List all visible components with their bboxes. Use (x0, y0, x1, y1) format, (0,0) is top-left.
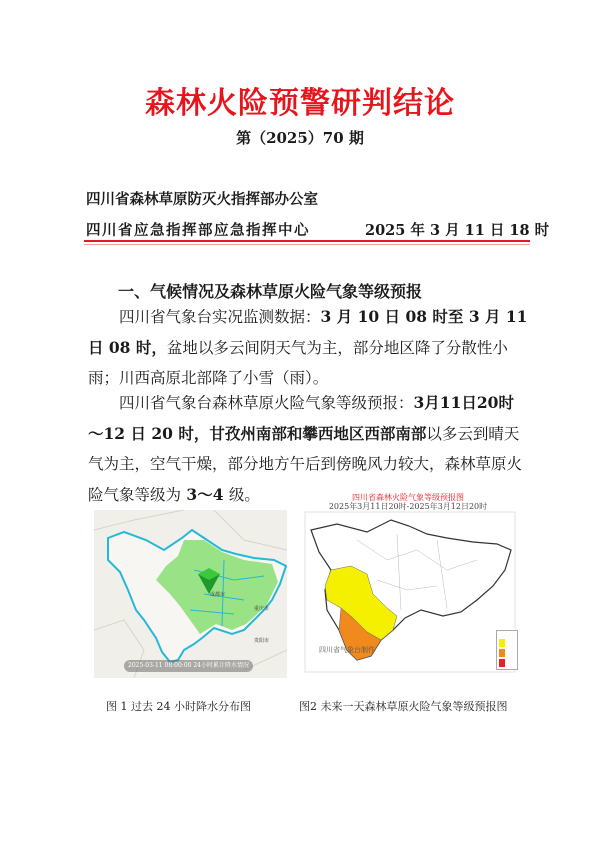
para2-end: 级。 (228, 485, 260, 504)
section-heading: 一、气候情况及森林草原火险气象等级预报 (118, 282, 423, 301)
issuing-office: 四川省森林草原防灭火指挥部办公室 (86, 191, 318, 208)
issue-date: 2025 年 3 月 11 日 18 时 (365, 222, 550, 239)
figure-1-caption: 图 1 过去 24 小时降水分布图 (106, 700, 251, 713)
fire-map-title: 四川省森林火险气象等级预报图 (352, 493, 464, 502)
fire-map-subtitle: 2025年3月11日20时-2025年3月12日20时 (328, 502, 488, 511)
fire-risk-map (297, 490, 519, 680)
paragraph-observation (88, 302, 528, 394)
fire-map-legend (496, 630, 518, 670)
svg-text:成都市: 成都市 (210, 592, 226, 598)
document-title: 森林火险预警研判结论 (145, 86, 455, 121)
header-divider-shadow (84, 244, 530, 245)
svg-text:贵阳市: 贵阳市 (254, 638, 270, 644)
legend-level3-swatch (499, 639, 505, 647)
issue-number: 第（2025）70 期 (236, 129, 364, 147)
fire-map-watermark: 四川省气象台制作 (319, 646, 375, 654)
header-divider (84, 240, 530, 242)
para1-rest: 盆地以多云间阴天气为主，部分地区降了分散性小雨；川西高原北部降了小雪（雨）。 (88, 338, 508, 387)
para2-mid: 以多云到晴天气为主，空气干燥，部分地方午后到傍晚风力较大，森林草原火险气象等级为 (88, 424, 523, 504)
para1-lead: 四川省气象台实况监测数据： (119, 308, 321, 326)
para2-time-region: 3月11日20时～12 日 20 时，甘孜州南部和攀西地区西部南部 (88, 393, 514, 443)
para2-lead: 四川省气象台森林草原火险气象等级预报： (119, 394, 414, 412)
figure-2-caption: 图2 未来一天森林草原火险气象等级预报图 (299, 700, 508, 713)
legend-level4-swatch (499, 649, 505, 657)
para2-level: 3～4 (181, 484, 229, 504)
svg-text:重庆市: 重庆市 (254, 606, 270, 612)
issuing-center: 四川省应急指挥部应急指挥中心 (86, 222, 310, 239)
map-timestamp-overlay: 2025-03-11 08:00:00 24小时累计降水情况 (124, 660, 253, 672)
para1-time-range: 3 月 10 日 08 时至 3 月 11 日 08 时， (88, 307, 528, 357)
precipitation-map-graphic (94, 510, 287, 678)
legend-level5-swatch (499, 659, 505, 667)
precipitation-map (94, 510, 287, 678)
